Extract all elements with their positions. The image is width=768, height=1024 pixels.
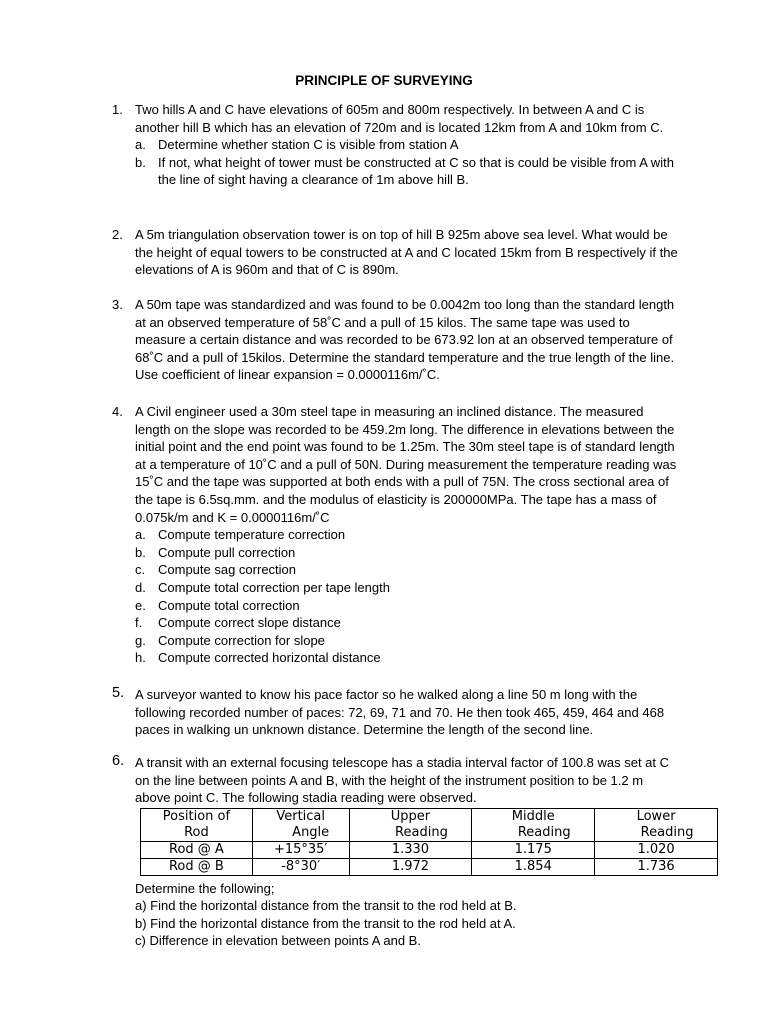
question-text: A surveyor wanted to know his pace factor so he walked along a line 50 m long with the following recorded number of paces: 72, 69, 71 and 70. He then took 465, 459, 464 and 468 paces in walking un unknown distance. Determine the length of the second line. [135, 687, 665, 738]
item-letter: g. [135, 632, 146, 648]
question-4 [112, 403, 682, 667]
list-item [135, 526, 682, 544]
list-item [135, 154, 682, 189]
item-text: Compute total correction per tape length [158, 579, 390, 595]
question-number: 1. [112, 102, 123, 117]
item-letter: a. [135, 527, 146, 543]
question-text: A transit with an external focusing telescope has a stadia interval factor of 100.8 was set at C on the line between points A and B, with the height of the instrument position to be 1.2 m above point C. The following stadia reading were observed. [135, 755, 670, 806]
stadia-readings-table [140, 808, 718, 876]
task-line: b) Find the horizontal distance from the transit to the rod held at A. [135, 915, 516, 931]
list-item [135, 614, 682, 632]
item-text: Compute correction for slope [158, 632, 325, 648]
table-cell: Rod @ B [141, 859, 253, 876]
column-header: Upper Reading [349, 809, 472, 842]
task-line: Determine the following; [135, 881, 275, 896]
item-text: If not, what height of tower must be constructed at C so that is could be visible from A with the line of sight having a clearance of 1m above hill B. [158, 154, 674, 188]
table-cell: Rod @ A [141, 842, 253, 859]
question-number: 6. [112, 753, 125, 769]
task-line: c) Difference in elevation between points A and B. [135, 932, 421, 948]
list-item [135, 579, 682, 597]
item-letter: f. [135, 615, 143, 631]
list-item [135, 632, 682, 650]
list-item [135, 544, 682, 562]
item-text: Compute corrected horizontal distance [158, 650, 381, 666]
table-row [141, 842, 718, 859]
item-letter: c. [135, 562, 146, 578]
list-item [135, 136, 682, 154]
question-text: Two hills A and C have elevations of 605m and 800m respectively. In between A and C is another hill B which has an elevation of 720m and is located 12km from A and 10km from C. [135, 102, 664, 135]
task-line: a) Find the horizontal distance from the transit to the rod held at B. [135, 898, 517, 914]
item-letter: h. [135, 650, 146, 666]
item-letter: e. [135, 597, 146, 613]
item-text: Determine whether station C is visible from station A [158, 137, 459, 153]
column-header: Middle Reading [472, 809, 595, 842]
question-text: A 5m triangulation observation tower is on top of hill B 925m above sea level. What would be the height of equal towers to be constructed at A and C located 15km from B respectively if the elevations of A is 960m and that of C is 890m. [135, 227, 678, 278]
question-number: 4. [112, 404, 123, 419]
item-letter: d. [135, 579, 146, 595]
column-header: Vertical Angle [252, 809, 349, 842]
question-6-tasks [135, 880, 695, 949]
item-text: Compute sag correction [158, 562, 297, 578]
item-letter: b. [135, 544, 146, 560]
column-header: Position of Rod [141, 809, 253, 842]
column-header: Lower Reading [595, 809, 718, 842]
item-text: Compute correct slope distance [158, 615, 341, 631]
question-text: A Civil engineer used a 30m steel tape in measuring an inclined distance. The measured length on the slope was recorded to be 459.2m long. The difference in elevations between the initial point and the end point was found to be 1.25m. The 30m steel tape is of standard length at a temperature of 10˚C and a pull of 50N. During measurement the temperature reading was 15˚C and the tape was supported at both ends with a pull of 75N. The cross sectional area of the tape is 6.5sq.mm. and the modulus of elasticity is 200000MPa. The tape has a mass of 0.075k/m and K = 0.0000116m/˚C [135, 404, 677, 525]
item-letter: b. [135, 154, 146, 170]
table-cell: 1.736 [595, 859, 718, 876]
item-text: Compute temperature correction [158, 527, 346, 543]
table-cell: 1.175 [472, 842, 595, 859]
question-number: 3. [112, 297, 123, 312]
list-item [135, 597, 682, 615]
question-5 [112, 686, 682, 739]
table-cell: -8°30′ [252, 859, 349, 876]
question-2 [112, 226, 682, 279]
question-number: 2. [112, 227, 123, 242]
item-letter: a. [135, 137, 146, 153]
table-row [141, 859, 718, 876]
page-title: PRINCIPLE OF SURVEYING [295, 73, 473, 88]
question-number: 5. [112, 685, 125, 701]
question-3 [112, 296, 682, 384]
table-cell: 1.972 [349, 859, 472, 876]
table-cell: 1.020 [595, 842, 718, 859]
table-header-row [141, 809, 718, 842]
question-6 [112, 754, 682, 807]
list-item [135, 649, 682, 667]
list-item [135, 561, 682, 579]
table-cell: +15°35′ [252, 842, 349, 859]
question-text: A 50m tape was standardized and was found to be 0.0042m too long than the standard length at an observed temperature of 58˚C and a pull of 15 kilos. The same tape was used to measure a certain distance and was recorded to be 673.92 lon at an observed temperature of 68˚C and a pull of 15kilos. Determine the standard temperature and the true length of the line. Use coefficient of linear expansion = 0.0000116m/˚C. [135, 297, 675, 383]
table-cell: 1.854 [472, 859, 595, 876]
item-text: Compute total correction [158, 597, 300, 613]
table-cell: 1.330 [349, 842, 472, 859]
question-1 [112, 101, 682, 189]
item-text: Compute pull correction [158, 544, 296, 560]
